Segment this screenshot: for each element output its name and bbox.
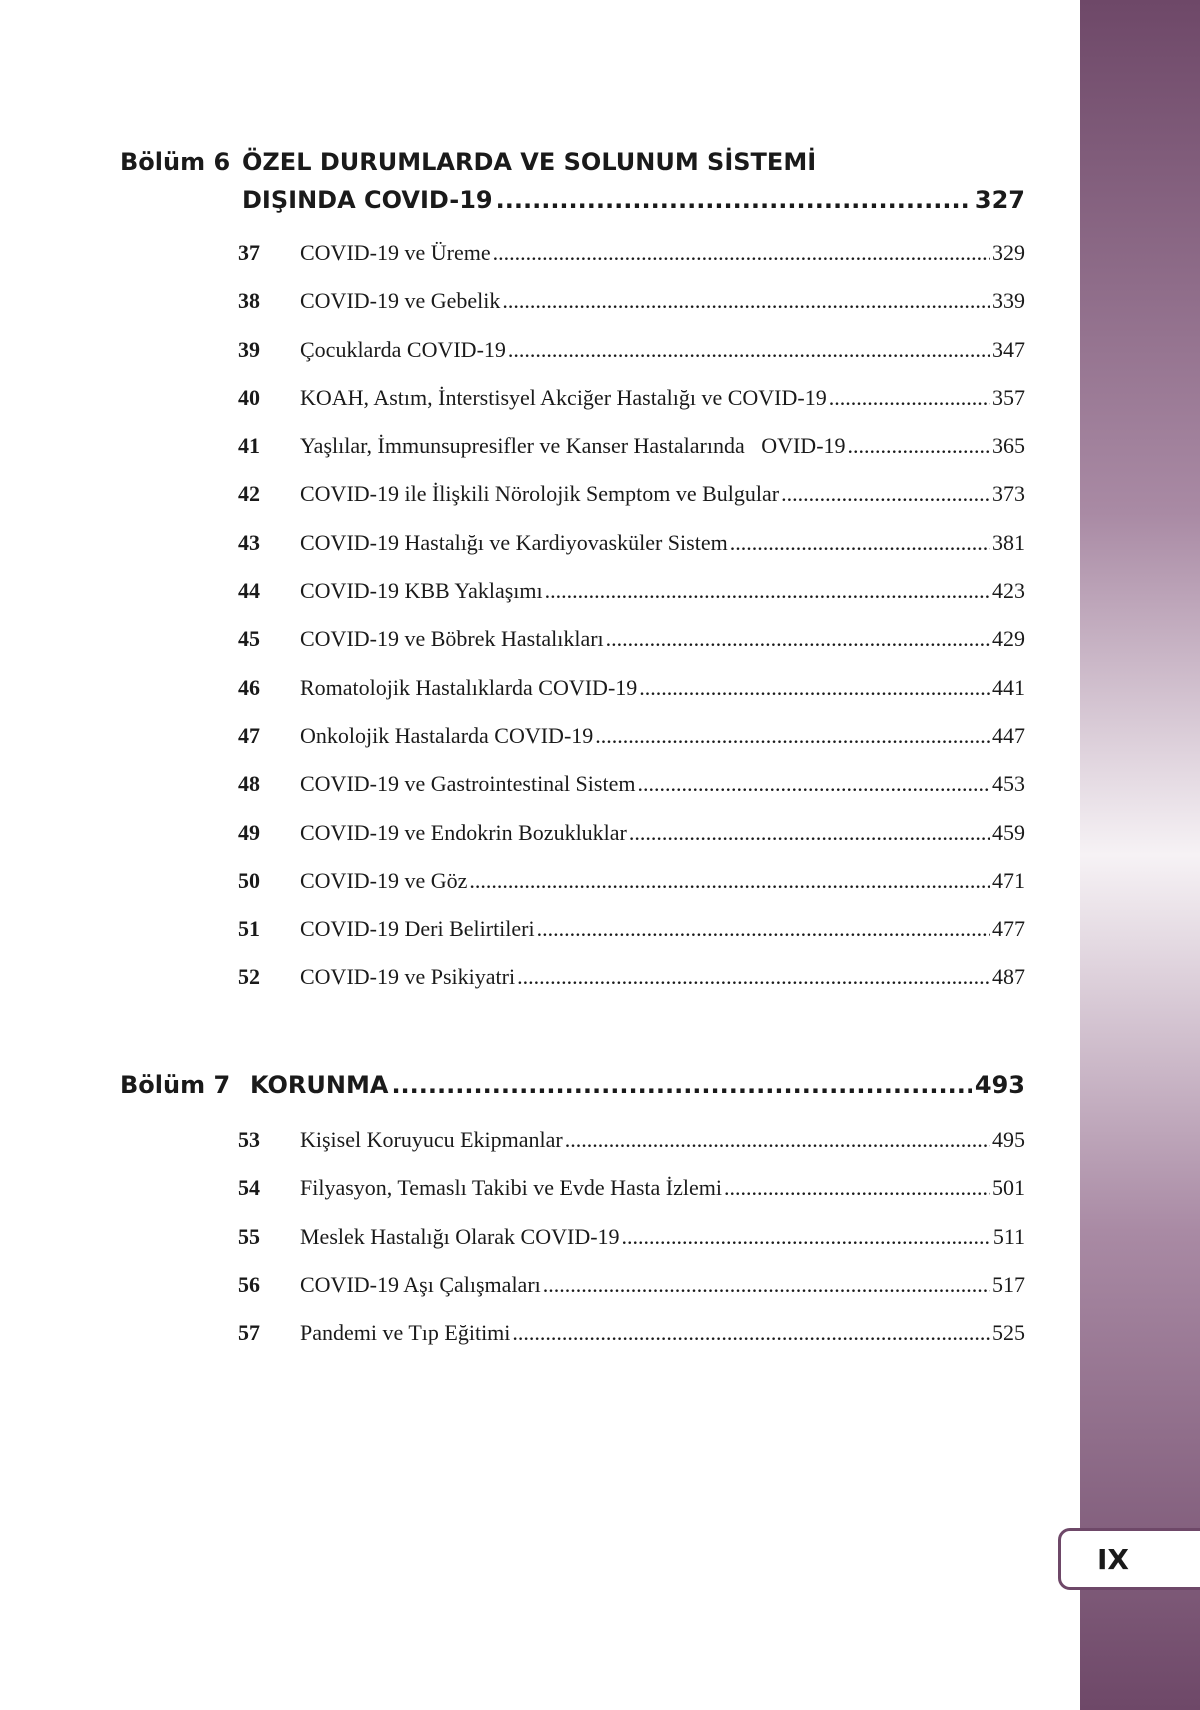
chapter-page: 373 [992,481,1025,507]
chapter-title: COVID-19 ve Psikiyatri [300,964,516,990]
dot-leader [848,422,990,470]
part-heading-line2[interactable] [120,181,1025,219]
chapter-title: COVID-19 ve Göz [300,867,468,893]
toc-part-7 [120,1066,1025,1104]
chapter-title: Yaşlılar, İmmunsupresifler ve Kanser Hastalarında OVID-19 [300,433,846,459]
part-heading[interactable] [120,1066,1025,1104]
chapter-page: 429 [992,626,1025,652]
dot-leader [637,760,990,808]
page-number-tab [1058,1528,1200,1590]
chapter-title: COVID-19 ile İlişkili Nörolojik Semptom ve Bulgular [300,481,780,507]
part-page-number: 493 [974,1071,1025,1099]
chapter-page: 525 [992,1320,1025,1346]
toc-entry[interactable] [238,809,1025,857]
toc-entry[interactable] [238,422,1025,470]
toc-entry[interactable] [238,905,1025,953]
chapter-number: 39 [238,336,260,362]
chapter-page: 381 [992,529,1025,555]
chapter-number: 57 [238,1320,260,1346]
chapter-page: 477 [992,916,1025,942]
toc-entry[interactable] [238,664,1025,712]
chapter-number: 55 [238,1223,260,1249]
toc-entry[interactable] [238,374,1025,422]
chapter-number: 45 [238,626,260,652]
chapter-page: 329 [992,240,1025,265]
chapter-number: 53 [238,1127,260,1152]
chapter-title: COVID-19 ve Gebelik [300,288,501,314]
chapter-number: 51 [238,916,260,942]
chapter-number: 42 [238,481,260,507]
dot-leader [730,519,990,567]
part-page-number: 327 [974,186,1025,214]
chapter-title: KOAH, Astım, İnterstisyel Akciğer Hastalığı ve COVID-19 [300,384,827,410]
chapter-page: 423 [992,578,1025,604]
chapter-title: Filyasyon, Temaslı Takibi ve Evde Hasta İzlemi [300,1175,722,1201]
dot-leader [508,326,990,374]
toc-entry[interactable] [238,1213,1025,1261]
chapter-page: 357 [992,384,1025,410]
dot-leader [469,857,990,905]
toc-entries-part-7 [238,1116,1025,1357]
chapter-page: 487 [992,964,1025,990]
chapter-page: 347 [992,336,1025,362]
chapter-page: 365 [992,433,1025,459]
dot-leader [629,809,990,857]
dot-leader [622,1213,991,1261]
chapter-title: COVID-19 Hastalığı ve Kardiyovasküler Sistem [300,529,728,555]
chapter-number: 46 [238,674,260,700]
dot-leader [512,1309,990,1357]
dot-leader [496,181,972,219]
toc-entry[interactable] [238,519,1025,567]
chapter-number: 48 [238,771,260,797]
chapter-number: 49 [238,819,260,845]
chapter-number: 37 [238,240,260,265]
part-heading [120,143,1025,181]
toc-entry[interactable] [238,470,1025,518]
chapter-number: 40 [238,384,260,410]
chapter-number: 43 [238,529,260,555]
toc-entry[interactable] [238,953,1025,1001]
chapter-page: 447 [992,722,1025,748]
toc-entry[interactable] [238,1164,1025,1212]
chapter-page: 511 [992,1223,1025,1249]
dot-leader [517,953,990,1001]
chapter-page: 471 [992,867,1025,893]
chapter-number: 41 [238,433,260,459]
dot-leader [781,470,990,518]
dot-leader [543,1261,990,1309]
chapter-title: Pandemi ve Tıp Eğitimi [300,1320,511,1346]
chapter-number: 44 [238,578,260,604]
toc-entry[interactable] [238,326,1025,374]
chapter-page: 501 [992,1175,1025,1201]
toc-entry[interactable] [238,760,1025,808]
chapter-title: COVID-19 ve Gastrointestinal Sistem [300,771,636,797]
dot-leader [724,1164,990,1212]
chapter-page: 517 [992,1271,1025,1297]
chapter-page: 495 [992,1127,1025,1152]
chapter-title: Onkolojik Hastalarda COVID-19 [300,722,594,748]
chapter-title: Kişisel Koruyucu Ekipmanlar [300,1127,563,1152]
dot-leader [565,1116,990,1164]
part-label: Bölüm 6 [120,148,231,176]
toc-entry[interactable] [238,1261,1025,1309]
chapter-page: 459 [992,819,1025,845]
chapter-page: 453 [992,771,1025,797]
chapter-number: 56 [238,1271,260,1297]
chapter-number: 54 [238,1175,260,1201]
dot-leader [391,1066,971,1104]
toc-entries-part-6 [238,229,1025,1002]
chapter-title: COVID-19 ve Üreme [300,240,491,265]
toc-entry[interactable] [238,712,1025,760]
dot-leader [502,277,990,325]
toc-entry[interactable] [238,567,1025,615]
chapter-number: 50 [238,867,260,893]
toc-part-6 [120,143,1025,219]
chapter-title: COVID-19 Aşı Çalışmaları [300,1271,541,1297]
part-title: ÖZEL DURUMLARDA VE SOLUNUM SİSTEMİ [242,148,817,176]
chapter-title: COVID-19 ve Endokrin Bozukluklar [300,819,627,845]
part-label: Bölüm 7 [120,1071,231,1099]
chapter-number: 52 [238,964,260,990]
chapter-title: Meslek Hastalığı Olarak COVID-19 [300,1223,620,1249]
toc-entry[interactable] [238,229,1025,277]
part-title: KORUNMA [250,1071,389,1099]
chapter-title: COVID-19 KBB Yaklaşımı [300,578,543,604]
part-title-continued: DIŞINDA COVID-19 [242,186,493,214]
chapter-page: 441 [992,674,1025,700]
dot-leader [493,229,990,277]
chapter-page: 339 [992,288,1025,314]
chapter-number: 38 [238,288,260,314]
dot-leader [606,615,990,663]
toc-entry[interactable] [238,1309,1025,1357]
chapter-title: COVID-19 ve Böbrek Hastalıkları [300,626,604,652]
dot-leader [829,374,990,422]
chapter-number: 47 [238,722,260,748]
dot-leader [639,664,990,712]
side-color-band [1080,0,1200,1710]
page-number: IX [1097,1542,1130,1576]
dot-leader [537,905,990,953]
toc-entry[interactable] [238,277,1025,325]
chapter-title: COVID-19 Deri Belirtileri [300,916,535,942]
toc-entry[interactable] [238,615,1025,663]
toc-entry[interactable] [238,1116,1025,1164]
chapter-title: Romatolojik Hastalıklarda COVID-19 [300,674,638,700]
dot-leader [595,712,990,760]
toc-entry[interactable] [238,857,1025,905]
chapter-title: Çocuklarda COVID-19 [300,336,506,362]
dot-leader [545,567,990,615]
